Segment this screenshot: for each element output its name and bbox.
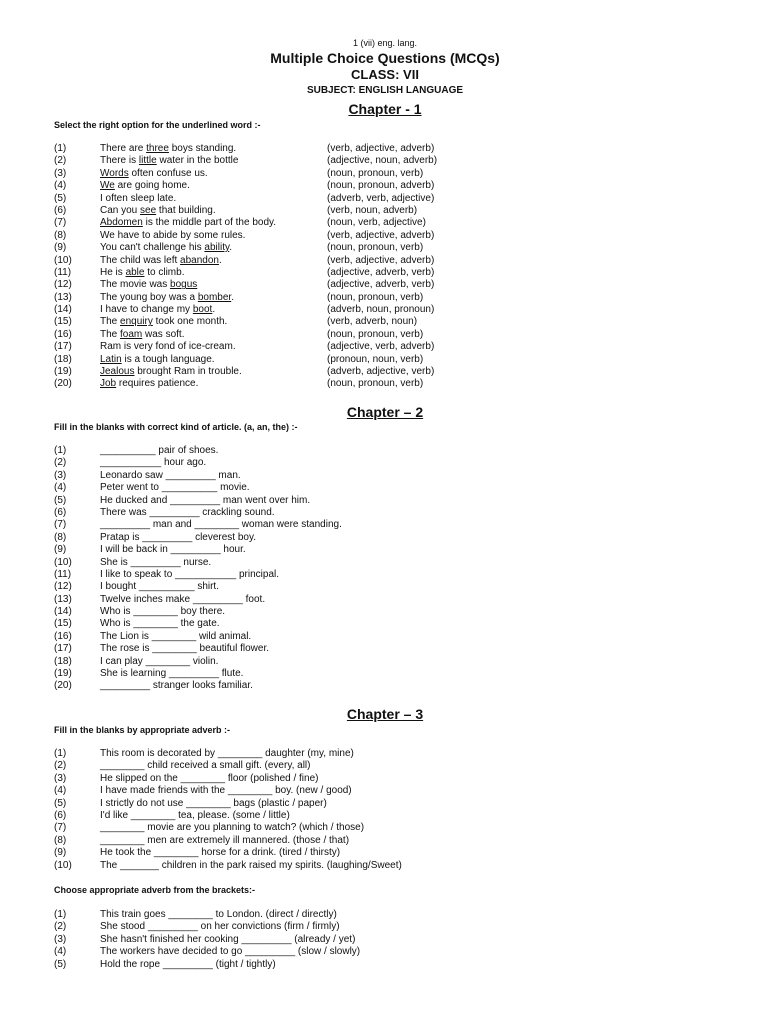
question-row xyxy=(54,519,734,531)
answer-options: (verb, noun, adverb) xyxy=(327,204,418,216)
question-row xyxy=(54,810,734,822)
question-number: (17) xyxy=(54,643,72,655)
question-number: (4) xyxy=(54,180,67,192)
question-number: (2) xyxy=(54,921,67,933)
question-number: (5) xyxy=(54,192,67,204)
question-row xyxy=(54,544,734,556)
chapter-3-instruction: Fill in the blanks by appropriate adverb :- xyxy=(54,725,231,735)
question-row xyxy=(54,643,734,655)
chapter-2-instruction: Fill in the blanks with correct kind of article. (a, an, the) :- xyxy=(54,422,298,432)
question-row xyxy=(54,618,734,630)
question-text xyxy=(100,168,208,180)
question-row xyxy=(54,959,734,971)
question-number: (6) xyxy=(54,506,67,518)
question-number: (7) xyxy=(54,822,67,834)
question-text: I have made friends with the ________ boy. (new / good) xyxy=(100,785,352,797)
question-text-pre: Ram is very fond of ice-cream. xyxy=(100,341,236,353)
question-text: He ducked and _________ man went over him. xyxy=(100,494,311,506)
question-number: (5) xyxy=(54,958,67,970)
question-row xyxy=(54,847,734,859)
answer-options: (noun, pronoun, adverb) xyxy=(327,180,435,192)
question-row xyxy=(54,946,734,958)
question-number: (5) xyxy=(54,494,67,506)
chapter-1-instruction: Select the right option for the underlined word :- xyxy=(54,120,261,130)
question-text xyxy=(100,205,216,217)
underlined-word: foam xyxy=(120,328,143,340)
question-row xyxy=(54,316,734,328)
question-number: (1) xyxy=(54,445,67,456)
question-text: Hold the rope _________ (tight / tightly) xyxy=(100,958,276,970)
question-text-post: that building. xyxy=(156,204,216,216)
question-text-pre: You can't challenge his xyxy=(100,242,205,254)
underlined-word: boot xyxy=(192,304,213,316)
question-text-post: is the middle part of the body. xyxy=(142,217,277,229)
chapter-3-title: Chapter – 3 xyxy=(346,706,424,722)
question-text-pre: We have to abide by some rules. xyxy=(100,229,246,241)
question-text-post: . xyxy=(229,242,233,254)
question-text xyxy=(100,143,236,155)
chapter-2-title: Chapter – 2 xyxy=(346,404,424,420)
question-row xyxy=(54,668,734,680)
question-row xyxy=(54,921,734,933)
question-number: (3) xyxy=(54,933,67,945)
underlined-word: Jealous xyxy=(100,366,135,378)
question-number: (8) xyxy=(54,834,67,846)
underlined-word: We xyxy=(100,180,115,192)
chapter-3-question-list-2 xyxy=(54,909,734,971)
question-text-pre: I have to change my xyxy=(100,304,193,316)
underlined-word: abandon xyxy=(180,254,219,266)
question-number: (14) xyxy=(54,304,72,316)
question-text: The Lion is ________ wild animal. xyxy=(100,630,252,642)
question-text-post: . xyxy=(218,254,222,266)
question-text: Twelve inches make _________ foot. xyxy=(100,593,266,605)
underlined-word: able xyxy=(125,266,145,278)
question-text-post: to climb. xyxy=(144,266,185,278)
question-row xyxy=(54,822,734,834)
question-row xyxy=(54,143,734,155)
question-number: (3) xyxy=(54,772,67,784)
question-number: (14) xyxy=(54,606,72,618)
question-text xyxy=(100,341,236,353)
answer-options: (adverb, noun, pronoun) xyxy=(327,304,435,316)
chapter-3-question-list xyxy=(54,748,734,872)
question-row xyxy=(54,445,734,457)
question-text-pre: I often sleep late. xyxy=(100,192,177,204)
question-row xyxy=(54,155,734,167)
question-number: (6) xyxy=(54,204,67,216)
question-row xyxy=(54,909,734,921)
question-number: (18) xyxy=(54,655,72,667)
question-row xyxy=(54,217,734,229)
answer-options: (noun, pronoun, verb) xyxy=(327,328,424,340)
question-text-pre: The xyxy=(100,316,121,328)
question-text-post: brought Ram in trouble. xyxy=(134,366,242,378)
question-text: She stood _________ on her convictions (firm / firmly) xyxy=(100,921,340,933)
question-text-post: was soft. xyxy=(142,328,185,340)
question-text-post: is a tough language. xyxy=(121,353,215,365)
question-number: (17) xyxy=(54,341,72,353)
question-number: (3) xyxy=(54,469,67,481)
question-row xyxy=(54,594,734,606)
question-text: This train goes ________ to London. (direct / directly) xyxy=(100,909,337,920)
chapter-1-title: Chapter - 1 xyxy=(348,101,422,117)
question-text-post: requires patience. xyxy=(116,378,199,390)
question-text xyxy=(100,180,190,192)
chapter-2-question-list xyxy=(54,445,734,693)
answer-options: (adjective, noun, adverb) xyxy=(327,155,438,167)
question-row xyxy=(54,760,734,772)
question-number: (5) xyxy=(54,797,67,809)
chapter-3-instruction-2: Choose appropriate adverb from the brackets:- xyxy=(54,885,256,895)
question-row xyxy=(54,378,734,390)
question-row xyxy=(54,292,734,304)
answer-options: (noun, pronoun, verb) xyxy=(327,167,424,179)
question-text xyxy=(100,292,234,304)
subject-label: SUBJECT: ENGLISH LANGUAGE xyxy=(306,85,464,96)
question-number: (15) xyxy=(54,618,72,630)
question-number: (3) xyxy=(54,167,67,179)
question-text xyxy=(100,366,242,378)
answer-options: (adjective, adverb, verb) xyxy=(327,266,435,278)
question-text: The workers have decided to go _________ (slow / slowly) xyxy=(100,946,361,958)
question-row xyxy=(54,507,734,519)
question-number: (9) xyxy=(54,847,67,859)
question-number: (12) xyxy=(54,581,72,593)
question-text: She is learning _________ flute. xyxy=(100,668,244,680)
question-number: (10) xyxy=(54,556,72,568)
question-number: (4) xyxy=(54,785,67,797)
question-number: (16) xyxy=(54,328,72,340)
question-number: (10) xyxy=(54,254,72,266)
underlined-word: bogus xyxy=(170,279,198,291)
question-number: (20) xyxy=(54,378,72,390)
question-text: I can play ________ violin. xyxy=(100,655,219,667)
question-text: There was _________ crackling sound. xyxy=(100,506,275,518)
question-text-post: took one month. xyxy=(152,316,228,328)
underlined-word: Words xyxy=(100,167,129,179)
document-title: Multiple Choice Questions (MCQs) xyxy=(270,50,500,66)
question-row xyxy=(54,482,734,494)
question-number: (2) xyxy=(54,457,67,469)
question-row xyxy=(54,835,734,847)
question-row xyxy=(54,581,734,593)
question-text: _________ man and ________ woman were standing. xyxy=(100,519,342,531)
question-text: ________ child received a small gift. (every, all) xyxy=(100,760,311,772)
question-text-pre: The movie was xyxy=(100,279,171,291)
question-row xyxy=(54,329,734,341)
question-text: Leonardo saw _________ man. xyxy=(100,469,241,481)
question-number: (8) xyxy=(54,531,67,543)
answer-options: (noun, pronoun, verb) xyxy=(327,242,424,254)
answer-options: (pronoun, noun, verb) xyxy=(327,353,424,365)
question-number: (4) xyxy=(54,482,67,494)
chapter-1-question-list xyxy=(54,143,734,391)
answer-options: (verb, adjective, adverb) xyxy=(327,229,435,241)
underlined-word: ability xyxy=(204,242,230,254)
question-text: ________ men are extremely ill mannered. (those / that) xyxy=(100,834,350,846)
underlined-word: see xyxy=(140,204,157,216)
question-text-post: water in the bottle xyxy=(156,155,239,167)
question-text: ________ movie are you planning to watch? (which / those) xyxy=(100,822,365,834)
question-row xyxy=(54,569,734,581)
question-number: (7) xyxy=(54,217,67,229)
question-text: He slipped on the ________ floor (polished / fine) xyxy=(100,772,319,784)
underlined-word: Latin xyxy=(100,353,122,365)
question-text xyxy=(100,230,245,242)
question-row xyxy=(54,606,734,618)
question-text-post: . xyxy=(231,291,234,303)
answer-options: (adverb, verb, adjective) xyxy=(327,192,435,204)
question-text-pre: The xyxy=(100,328,121,340)
question-row xyxy=(54,785,734,797)
question-number: (1) xyxy=(54,909,67,920)
question-row xyxy=(54,656,734,668)
question-number: (13) xyxy=(54,291,72,303)
question-row xyxy=(54,631,734,643)
question-number: (7) xyxy=(54,519,67,531)
question-text: Who is ________ the gate. xyxy=(100,618,220,630)
question-row xyxy=(54,205,734,217)
question-text-post: . xyxy=(212,304,216,316)
class-label: CLASS: VII xyxy=(351,67,419,82)
underlined-word: Job xyxy=(100,378,117,390)
question-number: (8) xyxy=(54,229,67,241)
question-number: (19) xyxy=(54,366,72,378)
question-number: (2) xyxy=(54,155,67,167)
question-row xyxy=(54,354,734,366)
question-text: This room is decorated by ________ daughter (my, mine) xyxy=(100,748,354,759)
question-text: Peter went to __________ movie. xyxy=(100,482,250,494)
question-text xyxy=(100,155,238,167)
question-text-pre: The child was left xyxy=(100,254,181,266)
underlined-word: Abdomen xyxy=(100,217,143,229)
question-text: She is _________ nurse. xyxy=(100,556,212,568)
question-text-pre: He is xyxy=(100,266,126,278)
question-text xyxy=(100,242,232,254)
question-text: Pratap is _________ cleverest boy. xyxy=(100,531,257,543)
question-text: I like to speak to ___________ principal. xyxy=(100,568,280,580)
question-number: (18) xyxy=(54,353,72,365)
question-row xyxy=(54,366,734,378)
question-text: I bought __________ shirt. xyxy=(100,581,219,593)
question-text-post: are going home. xyxy=(114,180,190,192)
question-row xyxy=(54,242,734,254)
question-row xyxy=(54,495,734,507)
underlined-word: three xyxy=(146,143,169,154)
question-text xyxy=(100,316,227,328)
question-row xyxy=(54,798,734,810)
question-text xyxy=(100,378,198,390)
question-row xyxy=(54,532,734,544)
answer-options: (noun, verb, adjective) xyxy=(327,217,426,229)
question-text: He took the ________ horse for a drink. (tired / thirsty) xyxy=(100,847,341,859)
question-text-pre: The young boy was a xyxy=(100,291,198,303)
question-number: (1) xyxy=(54,143,67,154)
underlined-word: bomber xyxy=(197,291,232,303)
question-text-pre: Can you xyxy=(100,204,141,216)
question-number: (6) xyxy=(54,809,67,821)
question-row xyxy=(54,304,734,316)
question-text xyxy=(100,255,222,267)
question-row xyxy=(54,470,734,482)
underlined-word: little xyxy=(138,155,157,167)
question-row xyxy=(54,680,734,692)
question-text xyxy=(100,267,184,279)
question-text: _________ stranger looks familiar. xyxy=(100,680,253,692)
question-text: She hasn't finished her cooking _________ (already / yet) xyxy=(100,933,356,945)
question-row xyxy=(54,457,734,469)
question-text xyxy=(100,354,215,366)
answer-options: (adverb, adjective, verb) xyxy=(327,366,435,378)
answer-options: (verb, adjective, adverb) xyxy=(327,254,435,266)
question-number: (4) xyxy=(54,946,67,958)
answer-options: (verb, adverb, noun) xyxy=(327,316,418,328)
question-number: (11) xyxy=(54,568,72,580)
question-text-post: often confuse us. xyxy=(128,167,208,179)
question-text xyxy=(100,304,215,316)
question-row xyxy=(54,168,734,180)
question-text: I strictly do not use ________ bags (plastic / paper) xyxy=(100,797,327,809)
question-row xyxy=(54,748,734,760)
question-number: (12) xyxy=(54,279,72,291)
question-number: (9) xyxy=(54,544,67,556)
question-row xyxy=(54,934,734,946)
question-number: (20) xyxy=(54,680,72,692)
answer-options: (adjective, adverb, verb) xyxy=(327,279,435,291)
question-row xyxy=(54,255,734,267)
question-text xyxy=(100,329,185,341)
question-row xyxy=(54,193,734,205)
question-number: (2) xyxy=(54,760,67,772)
answer-options: (noun, pronoun, verb) xyxy=(327,291,424,303)
question-text: I'd like ________ tea, please. (some / little) xyxy=(100,809,290,821)
question-text xyxy=(100,193,176,205)
question-number: (1) xyxy=(54,748,67,759)
question-row xyxy=(54,180,734,192)
question-number: (9) xyxy=(54,242,67,254)
question-text-post: boys standing. xyxy=(168,143,237,154)
question-number: (19) xyxy=(54,668,72,680)
question-text: The rose is ________ beautiful flower. xyxy=(100,643,269,655)
question-number: (15) xyxy=(54,316,72,328)
question-number: (10) xyxy=(54,859,72,871)
question-text-pre: There are xyxy=(100,143,147,154)
answer-options: (noun, pronoun, verb) xyxy=(327,378,424,390)
question-text: The _______ children in the park raised my spirits. (laughing/Sweet) xyxy=(100,859,402,871)
question-text: I will be back in _________ hour. xyxy=(100,544,246,556)
question-number: (13) xyxy=(54,593,72,605)
question-row xyxy=(54,860,734,872)
question-number: (16) xyxy=(54,630,72,642)
question-row xyxy=(54,267,734,279)
answer-options: (verb, adjective, adverb) xyxy=(327,143,435,154)
question-row xyxy=(54,279,734,291)
question-row xyxy=(54,230,734,242)
question-text-pre: There is xyxy=(100,155,139,167)
question-text xyxy=(100,217,276,229)
question-row xyxy=(54,341,734,353)
header-code: 1 (vii) eng. lang. xyxy=(352,38,418,48)
underlined-word: enquiry xyxy=(120,316,153,328)
answer-options: (adjective, verb, adverb) xyxy=(327,341,435,353)
question-text xyxy=(100,279,197,291)
question-text: __________ pair of shoes. xyxy=(100,445,219,456)
question-number: (11) xyxy=(54,266,72,278)
question-row xyxy=(54,773,734,785)
question-row xyxy=(54,557,734,569)
question-text: ___________ hour ago. xyxy=(100,457,207,469)
question-text: Who is ________ boy there. xyxy=(100,606,226,618)
